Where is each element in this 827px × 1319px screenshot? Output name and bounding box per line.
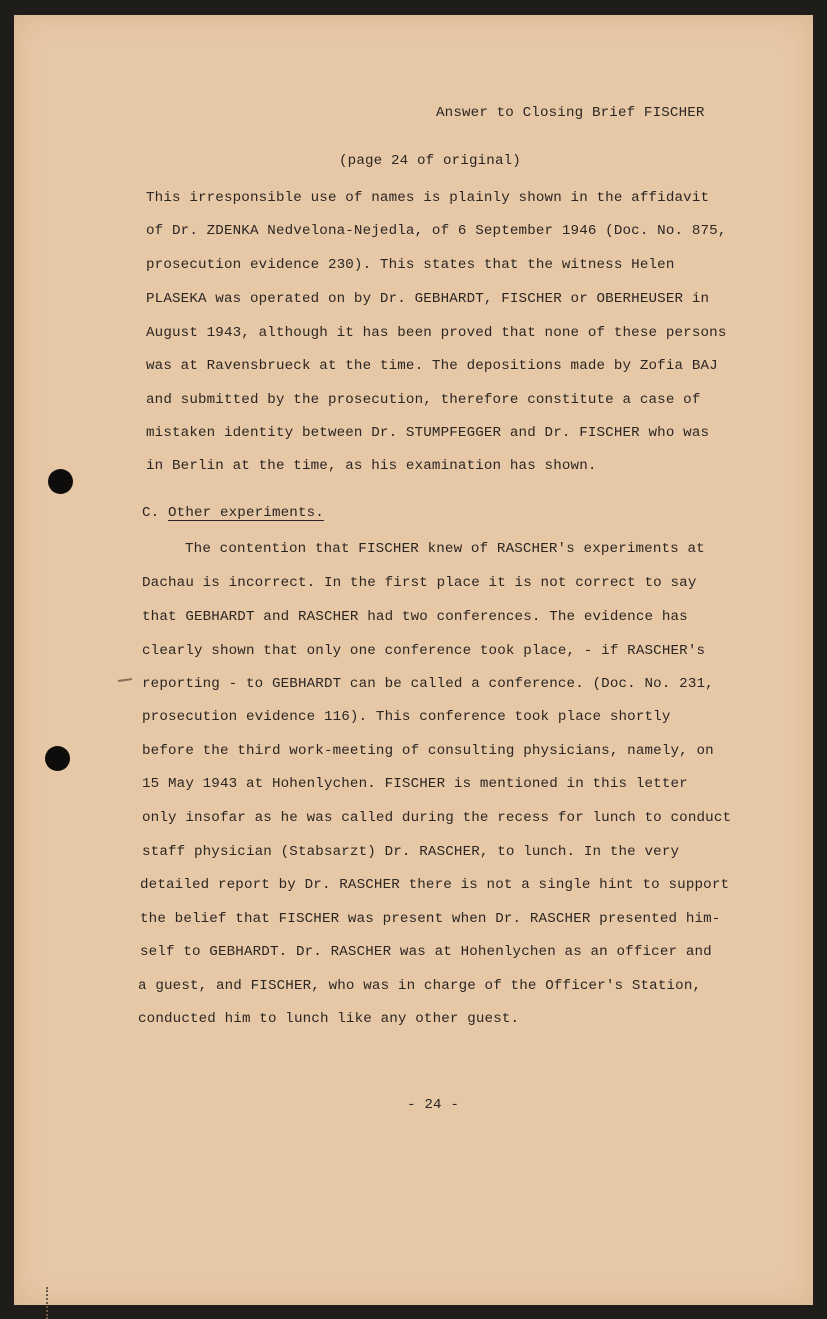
paragraph1-line: in Berlin at the time, as his examination has shown. [146,458,597,474]
paragraph1-line: of Dr. ZDENKA Nedvelona-Nejedla, of 6 September 1946 (Doc. No. 875, [146,223,727,239]
punch-hole-lower [45,746,70,771]
paragraph2-line: before the third work-meeting of consulting physicians, namely, on [142,743,714,759]
paragraph2-line: prosecution evidence 116). This conference took place shortly [142,709,671,725]
section-heading [142,505,827,521]
paragraph2-line: clearly shown that only one conference took place, - if RASCHER's [142,643,706,659]
paragraph2-line: a guest, and FISCHER, who was in charge of the Officer's Station, [138,978,702,994]
paragraph2-line: The contention that FISCHER knew of RASCHER's experiments at [185,541,705,557]
paragraph2-line: conducted him to lunch like any other guest. [138,1011,520,1027]
paragraph1-line: August 1943, although it has been proved that none of these persons [146,325,727,341]
paragraph1-line: and submitted by the prosecution, therefore constitute a case of [146,392,701,408]
paragraph1-line: mistaken identity between Dr. STUMPFEGGER and Dr. FISCHER who was [146,425,710,441]
paragraph2-line: detailed report by Dr. RASCHER there is not a single hint to support [140,877,730,893]
punch-hole-upper [48,469,73,494]
paragraph2-line: self to GEBHARDT. Dr. RASCHER was at Hohenlychen as an officer and [140,944,712,960]
header-title: Answer to Closing Brief FISCHER [436,105,705,121]
edge-mark [46,1287,50,1319]
paragraph2-line: the belief that FISCHER was present when Dr. RASCHER presented him- [140,911,721,927]
document-page [14,15,813,1305]
section-title: Other experiments. [168,505,324,521]
margin-mark [118,678,132,682]
paragraph2-line: staff physician (Stabsarzt) Dr. RASCHER, to lunch. In the very [142,844,680,860]
paragraph1-line: was at Ravensbrueck at the time. The depositions made by Zofia BAJ [146,358,718,374]
section-letter: C. [142,505,160,521]
page-reference: (page 24 of original) [339,153,521,169]
paragraph1-line: prosecution evidence 230). This states that the witness Helen [146,257,675,273]
page-number: - 24 - [407,1097,459,1113]
paragraph2-line: 15 May 1943 at Hohenlychen. FISCHER is mentioned in this letter [142,776,688,792]
paragraph2-line: reporting - to GEBHARDT can be called a conference. (Doc. No. 231, [142,676,714,692]
paragraph1-line: PLASEKA was operated on by Dr. GEBHARDT, FISCHER or OBERHEUSER in [146,291,710,307]
paragraph2-line: Dachau is incorrect. In the first place it is not correct to say [142,575,697,591]
paragraph2-line: that GEBHARDT and RASCHER had two conferences. The evidence has [142,609,688,625]
paragraph1-line: This irresponsible use of names is plainly shown in the affidavit [146,190,710,206]
paragraph2-line: only insofar as he was called during the recess for lunch to conduct [142,810,732,826]
